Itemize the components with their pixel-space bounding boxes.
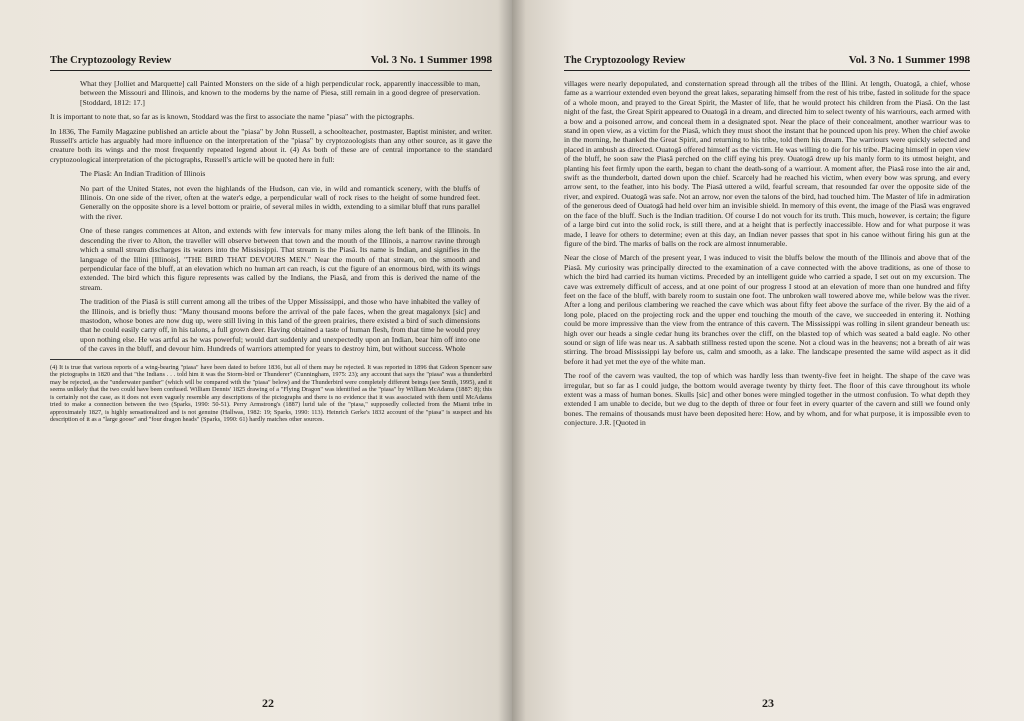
running-header (50, 54, 492, 71)
issue-label: Vol. 3 No. 1 Summer 1998 (370, 54, 492, 66)
quoted-paragraph: The tradition of the Piasâ is still current among all the tribes of the Upper Mississippi, and those who have inhabited the valley of the Illinois, and is briefly thus: "Many thousand moons before the arrival of the pale faces, when the great magalonyx [sic] and mastodon, whose bones are now dug up, were still living in this land of the green prairies, there existed a bird of such dimensions that he could easily carry off, in his talons, a full grown deer. Having obtained a taste of human flesh, from that time he would prey upon nothing else. He was artful as he was powerful; would dart suddenly and unexpectedly upon an Indian, bear him off into one of the caves in the bluff, and devour him. Hundreds of warriors attempted for years to destroy him, but without success. Whole (80, 297, 480, 354)
block-quote-stoddard: What they [Jolliet and Marquette] call Painted Monsters on the side of a high perpendicular rock, apparently inaccessible to man, between the Missouri and Illinois, and known to the moderns by the name of Piesa, still remain in a good degree of preservation. [Stoddard, 1812: 17.] (80, 79, 480, 107)
quoted-paragraph: No part of the United States, not even the highlands of the Hudson, can vie, in wild and romantick scenery, with the bluffs of Illinois. On one side of the river, often at the water's edge, a perpendicular wall of rock rises to the height of some hundred feet. Generally on the opposite shore is a level bottom or prairie, of several miles in width, extending to a similar bluff that runs parallel with the river. (80, 183, 480, 221)
quoted-paragraph: The roof of the cavern was vaulted, the top of which was hardly less than twenty-five feet in height. The shape of the cave was irregular, but so far as I could judge, the bottom would average twenty by thirty feet. The floor of this cave throughout its whole extent was a mass of human bones. Skulls [sic] and other bones were mingled together in the utmost confusion. To what depth they extended I am unable to decide, but we dug to the depth of three or four feet in every quarter of the cavern and still we found only bones. The remains of thousands must have been deposited here: How, and by whom, and for what purpose, it is impossible even to conjecture. J.R. [Quoted in (564, 371, 970, 428)
quoted-paragraph: villages were nearly depopulated, and consternation spread through all the tribes of the Illini. At length, Ouatogâ, a chief, whose fame as a warriour extended even beyond the great lakes, separating himself from the rest of his tribe, fasted in solitude for the space of a whole moon, and prayed to the Great Spirit, the Master of life, that he would protect his children from the Piasâ. On the last night of the fast, the Great Spirit appeared to Ouatogâ in a dream, and directed him to select twenty of his warriours, each armed with a bow and a poisoned arrow, and conceal them in a designated spot. Near the place of their concealment, another warriour was to stand in open view, as a victim for the Piasâ, which they must shoot the instant that he pounced upon his prey. When the chief awoke in the morning, he thanked the Great Spirit, and returning to his tribe, told them his dream. The warriours were quickly selected and placed in ambush as directed. Ouatogâ offered himself as the victim. He was willing to die for his tribe. Placing himself in open view of the bluff, he soon saw the Piasâ perched on the cliff eying his prey. Ouatogâ drew up his manly form to its utmost height, and planting his feet firmly upon the earth, began to chant the death-song of a warriour. A moment after, the Piasâ rose into the air and, swift as the thunderbolt, darted down upon the chief. Scarcely had he reached his victim, when every bow was sprung, and every arrow sent, to the feather, into his body. The Piasâ uttered a wild, fearful scream, that resounded far over the opposite side of the river, and expired. Ouatogâ was safe. Not an arrow, nor even the talons of the bird, had touched him. The Master of life in admiration of the generous deed of Ouatogâ had held over him an invisible shield. In memory of this event, the image of the Piasâ was engraved on the face of the bluff. Such is the Indian tradition. Of course I do not vouch for its truth. This much, however, is certain; the figure of a large bird cut into the solid rock, is still there, and at a height that is perfectly inaccessible. How and for what purpose it was made, I leave for others to determine; even at this day, an Indian never passes that spot in his canoe without firing his gun at the figure of the bird. The marks of balls on the rock are almost innumerable. (564, 79, 970, 248)
issue-label: Vol. 3 No. 1 Summer 1998 (848, 54, 970, 66)
body-paragraph: In 1836, The Family Magazine published an article about the "piasa" by John Russell, a schoolteacher, postmaster, Baptist minister, and writer. Russell's article has arguably had more influence on the interpretation of the "piasa" by cryptozoologists than any other source, as it gave the creature both its wings and the most frequently repeated legend about it. (4) As both of these are of central importance to the standard cryptozoological interpretation of the pictographs, Russell's article will be quoted here in full: (50, 126, 492, 164)
quoted-paragraph: One of these ranges commences at Alton, and extends with few intervals for many miles along the left bank of the Illinois. In descending the river to Alton, the traveller will observe between that town and the mouth of the Illinois, a narrow ravine through which a small stream discharges its waters into the Mississippi. That stream is the Piasâ. Its name is Indian, and signifies in the language of the Illini [Illinois], "THE BIRD THAT DEVOURS MEN." Near the mouth of that stream, on the smooth and perpendicular face of the bluff, at an elevation which no human art can reach, is cut the figure of an enormous bird, with its wings extended. The bird which this figure represents was called by the Indians, the Piasâ, and from this is derived the name of the stream. (80, 226, 480, 292)
page-number: 22 (262, 696, 274, 710)
quoted-paragraph: Near the close of March of the present year, I was induced to visit the bluffs below the mouth of the Illinois and above that of the Piasâ. My curiosity was principally directed to the examination of a cave connected with the above traditions, as one of those to which the bird had carried its human victims. Preceded by an intelligent guide who carried a spade, I set out on my excursion. The cave was extremely difficult of access, and at one point of our progress I stood at an elevation of more than one hundred and fifty feet on the face of the bluff, with barely room to sustain one foot. The unbroken wall towered above me, while below was the river. After a long and perilous clambering we reached the cave which was about fifty feet above the surface of the river. By the aid of a long pole, placed on the projecting rock and the upper end touching the mouth of the cave, we succeeded in entering it. Nothing could be more impressive than the view from the entrance of this cavern. The Mississippi was rolling in silent grandeur beneath us: high over our heads a single cedar hung its branches over the cliff, on the blasted top of which was seated a bald eagle. No other sound or sign of life was near us. A sabbath stillness rested upon the scene. Not a cloud was in the heavens; not a breath of air was stirring. The broad Mississippi lay before us, calm and smooth, as a lake. The landscape presented the same wild aspect as it did before it had yet met the eye of the white man. (564, 253, 970, 366)
page-number: 23 (762, 696, 774, 710)
quoted-article-title: The Piasâ: An Indian Tradition of Illinois (80, 169, 206, 179)
right-page (512, 0, 1024, 721)
running-header (564, 54, 970, 71)
footnote-4: (4) It is true that various reports of a wing-bearing "piasa" have been dated to before 1836, but all of them may be rejected. It was reported in 1896 that Gideon Spencer saw the pictographs in 1820 and that "the Indians . . . told him it was the Storm-bird or Thunderer" (Cunningham, 1975: 23); any account that says the "piasa" was a thunderbird may be rejected, as the "underwater panther" (which will be compared with the "piasa" below) and the Thunderbird were completely different beings (see Smith, 1995), and it seems unlikely that the two could have been confused. William Dennis' 1825 drawing of a "Flying Dragon" was identified as the "piasa" by William McAdams (1887: 8); this is certainly not the case, as it does not even vaguely resemble any descriptions of the pictographs and there is no evidence that it was associated with them until McAdams tried to make a connection between the two (Sparks, 1990: 50-51). Perry Armstrong's (1887) lurid tale of the "piasa," supposedly collected from the Miami tribe in approximately 1827, is highly sensationalized and is not genuine (Hallwas, 1982: 19; Sparks, 1990: 113). Heinrich Gerke's 1832 account of the "piasa" is suspect and his description of it as a "large goose" and "four dragon heads" (Sparks, 1990: 61) hardly matches other sources. (50, 363, 492, 424)
body-paragraph: It is important to note that, so far as is known, Stoddard was the first to associate the name "piasa" with the pictographs. (50, 112, 415, 122)
journal-title: The Cryptozoology Review (564, 55, 686, 66)
footnote-divider (50, 359, 310, 360)
journal-title: The Cryptozoology Review (50, 55, 172, 66)
